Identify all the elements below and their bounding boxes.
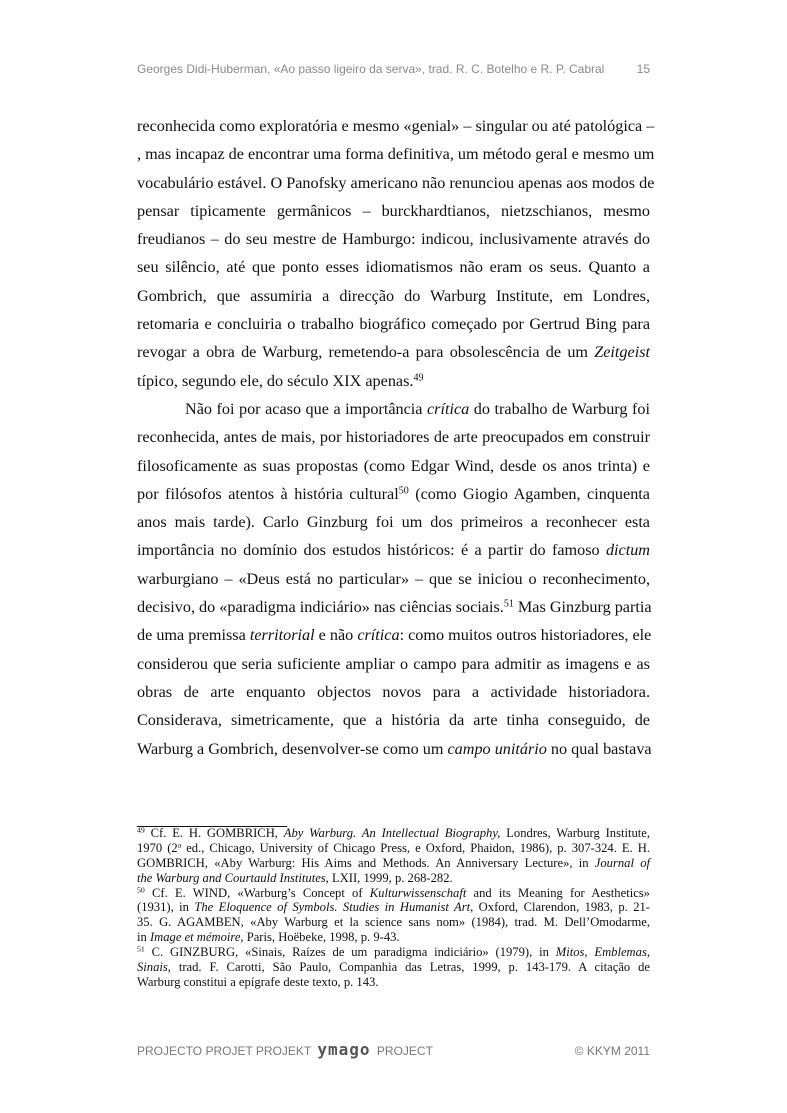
footer-copyright: © KKYM 2011 (574, 1044, 650, 1058)
text-run: reconhecida, antes de mais, por historiadores de arte preocupados em construir (137, 428, 650, 447)
footnote-line (137, 856, 650, 871)
text-run: revogar a obra de Warburg, remetendo-a para obsolescência de um (137, 343, 595, 362)
footnotes (137, 826, 650, 990)
body-line (137, 253, 650, 281)
footnote-line (137, 886, 650, 901)
text-run: 1970 (2 (137, 840, 178, 855)
text-run: retomaria e concluiria o trabalho biográfico começado por Gertrud Bing para (137, 315, 650, 334)
footnote-ref: 49 (137, 825, 145, 835)
body-line (137, 452, 650, 480)
text-run: GOMBRICH, «Aby Warburg: His Aims and Methods. An Anniversary Lecture», in (137, 855, 595, 870)
footer-project-suffix: PROJECT (376, 1044, 433, 1058)
text-run: e não (314, 626, 358, 645)
body-line (137, 197, 650, 225)
footnote-ref: 50 (137, 885, 145, 895)
body-line (137, 621, 650, 649)
footnote-line (137, 930, 650, 945)
footnote-ref: 50 (398, 485, 409, 497)
body-line (137, 225, 650, 253)
text-run: típico, segundo ele, do século XIX apenas. (137, 371, 414, 390)
footnote-line (137, 945, 650, 960)
text-run: Gombrich, que assumiria a direcção do Warburg Institute, em Londres, (137, 286, 650, 305)
text-run: and its Meaning for Aesthetics» (466, 885, 650, 900)
text-run: de uma premissa (137, 626, 250, 645)
footnote-ref: 51 (137, 944, 145, 954)
text-run: Oxford, Clarendon, 1983, p. 21- (473, 900, 650, 915)
text-run: C. GINZBURG, «Sinais, Raízes de um paradigma indiciário» (1979), in (144, 945, 556, 960)
text-run: Warburg constitui a epígrafe deste texto, p. 143. (137, 974, 379, 989)
text-run: dictum (605, 541, 650, 560)
body-line (137, 395, 650, 423)
body-line (137, 650, 650, 678)
footnote-line (137, 900, 650, 915)
body-line (137, 112, 655, 140)
text-run: 35. G. AGAMBEN, «Aby Warburg et la science sans nom» (1984), trad. M. Dell’Omodarme, (137, 915, 650, 930)
footnote-line (137, 960, 650, 975)
text-run: campo unitário (447, 739, 547, 758)
body-line (137, 423, 650, 451)
text-run: freudianos – do seu mestre de Hamburgo: indicou, inclusivamente através do (137, 230, 650, 249)
body-line (137, 169, 655, 197)
text-run: vocabulário estável. O Panofsky americano não renunciou apenas aos modos de (137, 173, 655, 192)
text-run: crítica (357, 626, 400, 645)
text-run: Não foi por acaso que a importância (185, 399, 427, 418)
text-run: , mas incapaz de encontrar uma forma definitiva, um método geral e mesmo um (137, 145, 655, 164)
text-run: filosoficamente as suas propostas (como Edgar Wind, desde os anos trinta) e (137, 456, 650, 475)
text-run: pensar tipicamente germânicos – burckhardtianos, nietzschianos, mesmo (137, 201, 650, 220)
text-run: (como Giogio Agamben, cinquenta (408, 484, 650, 503)
footnote-line (137, 826, 650, 841)
body-line (137, 536, 650, 564)
body-line (137, 706, 650, 734)
body-line (137, 593, 650, 621)
text-run: warburgiano – «Deus está no particular» – que se iniciou o reconhecimento, (137, 569, 650, 588)
text-run: : como muitos outros historiadores, ele (399, 626, 652, 645)
text-run: Cf. E. H. GOMBRICH, (144, 826, 284, 840)
text-run: reconhecida como exploratória e mesmo «genial» – singular ou até patológica – (137, 117, 655, 135)
text-run: no qual bastava (546, 739, 652, 758)
text-run: Londres, Warburg Institute, (500, 826, 651, 840)
text-run: Mitos, Emblemas, (555, 945, 650, 960)
text-run: The Eloquence of Symbols. Studies in Humanist Art, (194, 900, 474, 915)
ymago-logo: ymago (317, 1040, 371, 1059)
text-run: Sinais (137, 960, 168, 975)
text-run: (1931), in (137, 900, 195, 915)
text-run: considerou que seria suficiente ampliar o campo para admitir as imagens e as (137, 654, 650, 673)
footnote-ref: 51 (503, 598, 514, 610)
footnote-line (137, 871, 650, 886)
text-run: Considerava, simetricamente, que a história da arte tinha conseguido, de (137, 711, 650, 730)
body-line (137, 565, 650, 593)
text-run: Image et mémoire, (149, 930, 244, 945)
body-line (137, 508, 650, 536)
text-run: importância no domínio dos estudos históricos: é a partir do famoso (137, 541, 606, 560)
body-line (137, 282, 650, 310)
text-run: Journal of (594, 855, 650, 870)
body-line (137, 480, 650, 508)
text-run: do trabalho de Warburg foi (469, 399, 650, 418)
text-run: por filósofos atentos à história cultural (137, 484, 399, 503)
running-header (137, 62, 650, 76)
text-run: anos mais tarde). Carlo Ginzburg foi um dos primeiros a reconhecer esta (137, 513, 650, 532)
page-footer (137, 1040, 650, 1059)
text-run: Warburg a Gombrich, desenvolver-se como um (137, 739, 448, 758)
body-line (137, 310, 650, 338)
text-run: decisivo, do «paradigma indiciário» nas ciências sociais. (137, 598, 504, 617)
text-run: , trad. F. Carotti, São Paulo, Companhia das Letras, 1999, p. 143-179. A citação de (167, 960, 650, 975)
text-run: obras de arte enquanto objectos novos para a actividade historiadora. (137, 682, 650, 701)
page-number: 15 (636, 62, 650, 76)
text-run: Kulturwissenschaft (369, 885, 467, 900)
body-line (137, 735, 650, 763)
footer-project (137, 1040, 433, 1059)
footnote-ref: a (177, 840, 182, 850)
footer-project-text: PROJECTO PROJET PROJEKT (137, 1044, 312, 1058)
footnote-line (137, 975, 650, 990)
text-run: the Warburg and Courtauld Institutes, (137, 870, 329, 885)
text-run: Zeitgeist (594, 343, 650, 362)
text-run: Aby Warburg. An Intellectual Biography, (283, 826, 501, 840)
text-run: LXII, 1999, p. 268-282. (328, 870, 453, 885)
text-run: seu silêncio, até que ponto esses idiomatismos não eram os seus. Quanto a (137, 258, 650, 277)
footnote-ref: 49 (413, 372, 424, 384)
body-text (137, 112, 655, 763)
text-run: Mas Ginzburg partia (513, 598, 652, 617)
text-run: in (137, 930, 150, 945)
header-title: Georges Didi-Huberman, «Ao passo ligeiro da serva», trad. R. C. Botelho e R. P. Cabral (137, 62, 605, 76)
footnote-line (137, 915, 650, 930)
body-line (137, 678, 650, 706)
text-run: crítica (427, 399, 470, 418)
text-run: Cf. E. WIND, «Warburg’s Concept of (144, 885, 370, 900)
body-line (137, 140, 655, 168)
text-run: territorial (249, 626, 315, 645)
body-line (137, 338, 650, 366)
footnote-line (137, 841, 650, 856)
text-run: Paris, Hoëbeke, 1998, p. 9-43. (243, 930, 400, 945)
text-run: ed., Chicago, University of Chicago Press, e Oxford, Phaidon, 1986), p. 307-324. E. H. (181, 840, 651, 855)
body-line (137, 367, 650, 395)
